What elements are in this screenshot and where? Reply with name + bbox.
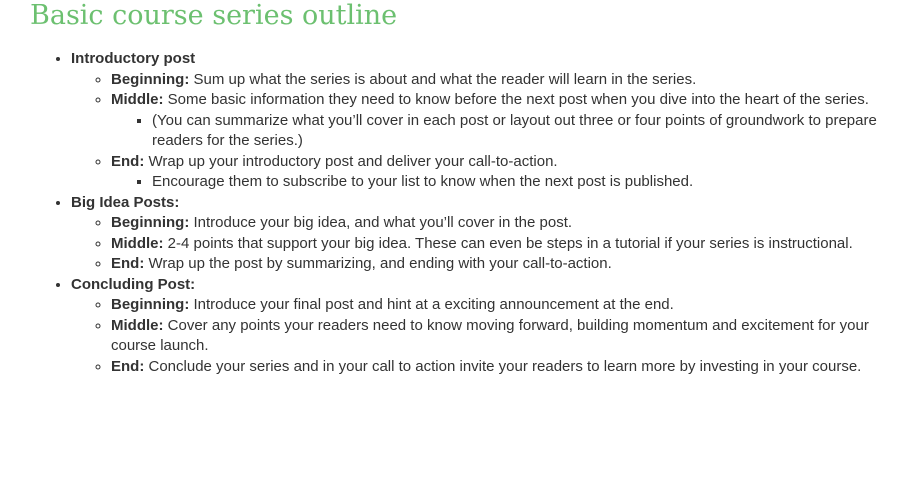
list-item — [111, 70, 905, 91]
item-term: End: — [111, 255, 145, 272]
point-list — [71, 70, 905, 193]
section-heading: Big Idea Posts: — [71, 193, 180, 211]
item-text: Sum up what the series is about and what the reader will learn in the series. — [189, 70, 697, 88]
item-term: End: — [111, 152, 145, 170]
sub-point-list — [111, 111, 905, 152]
point-list — [71, 295, 905, 377]
item-term: Middle: — [111, 234, 164, 252]
list-item — [111, 357, 905, 378]
outline-list — [0, 49, 905, 377]
section-list — [0, 49, 905, 377]
item-text: Some basic information they need to know before the next post when you dive into the heart of the series. — [163, 91, 869, 108]
item-text: Introduce your big idea, and what you’ll cover in the post. — [189, 214, 573, 231]
item-term: Beginning: — [111, 70, 190, 88]
item-text: Introduce your final post and hint at a exciting announcement at the end. — [189, 296, 674, 313]
item-term: Beginning: — [111, 296, 190, 313]
section-big-idea-posts — [71, 193, 905, 275]
sub-list-item: ▪ Encourage them to subscribe to your list to know when the next post is published. — [152, 172, 905, 193]
section-concluding-post — [71, 275, 905, 378]
sub-point-list — [111, 172, 905, 193]
list-item — [111, 254, 905, 275]
item-text: 2-4 points that support your big idea. These can even be steps in a tutorial if your series is instructional. — [163, 234, 853, 252]
sub-list-item: ▪ (You can summarize what you’ll cover in each post or layout out three or four points of groundwork to prepare readers for the series.) — [152, 111, 905, 152]
list-item — [111, 90, 905, 152]
section-heading: Introductory post — [71, 50, 196, 67]
list-item — [111, 295, 905, 316]
list-item — [111, 152, 905, 193]
list-item — [111, 213, 905, 234]
item-text: Cover any points your readers need to know moving forward, building momentum and excitement for your course launch. — [111, 316, 869, 354]
item-text: Wrap up the post by summarizing, and ending with your call-to-action. — [144, 255, 612, 272]
item-term: End: — [111, 357, 145, 375]
item-text: Wrap up your introductory post and deliver your call-to-action. — [144, 152, 558, 170]
item-term: Middle: — [111, 91, 164, 108]
list-item — [111, 316, 905, 357]
section-heading: Concluding Post: — [71, 275, 196, 293]
item-term: Beginning: — [111, 214, 190, 231]
list-item — [111, 234, 905, 255]
section-introductory-post — [71, 49, 905, 193]
point-list — [71, 213, 905, 275]
item-term: Middle: — [111, 316, 164, 334]
page-title: Basic course series outline — [30, 0, 398, 31]
item-text: Conclude your series and in your call to action invite your readers to learn more by investing in your course. — [144, 357, 862, 375]
